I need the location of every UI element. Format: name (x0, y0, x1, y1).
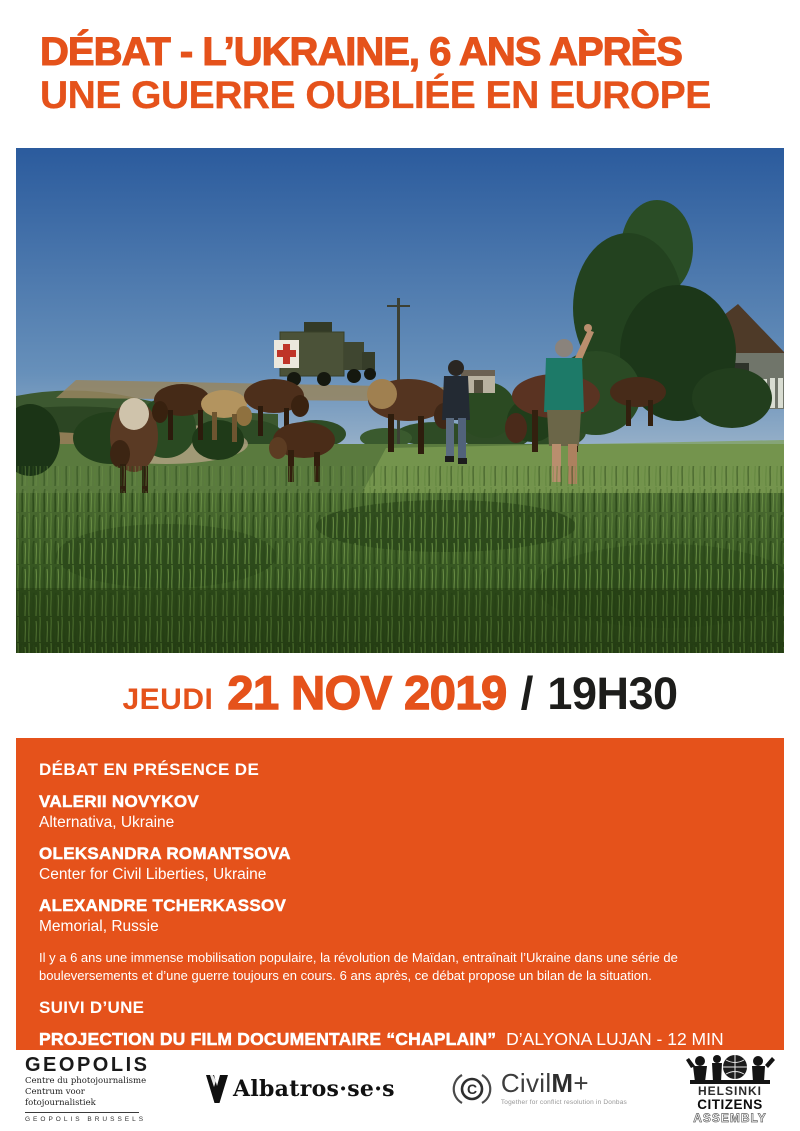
speaker-affiliation: Memorial, Russie (39, 918, 159, 935)
civilm-word-plus: + (573, 1068, 589, 1098)
event-datetime (0, 653, 800, 738)
civilm-letter: C (466, 1080, 477, 1097)
geopolis-subtitle-nl: Centrum voor fotojournalistiek (25, 1086, 96, 1108)
albatros-bird-icon (204, 1073, 230, 1105)
albatrosses-wordmark: Albatros·se·s (232, 1075, 395, 1102)
event-description: Il y a 6 ans une immense mobilisation populaire, la révolution de Maïdan, entraînait l’Ukraine dans une série de bouleversements et d’une guerre toujours en cours. 6 ans après, ce débat propose un bilan de la situation. (39, 950, 678, 983)
geopolis-divider (25, 1112, 139, 1113)
civilm-roundel-icon (452, 1070, 492, 1108)
event-details-panel (16, 738, 784, 1050)
foreground-weeds (16, 466, 784, 653)
civilm-logo (452, 1070, 627, 1108)
screening-line (39, 1029, 760, 1050)
speaker-item (39, 896, 760, 936)
geopolis-subtitle-fr: Centre du photojournalisme (25, 1075, 147, 1086)
geopolis-brussels-label: GEOPOLIS BRUSSELS (25, 1115, 147, 1123)
helsinki-citizens-assembly-logo (684, 1052, 776, 1126)
helsinki-figures-icon (684, 1052, 776, 1126)
speakers-heading: DÉBAT EN PRÉSENCE DE (39, 760, 260, 779)
followup-heading: SUIVI D’UNE (39, 998, 145, 1017)
speaker-affiliation: Center for Civil Liberties, Ukraine (39, 866, 267, 883)
speaker-name: ALEXANDRE TCHERKASSOV (39, 896, 287, 915)
page-title-line-1: DÉBAT - L’UKRAINE, 6 ANS APRÈS (40, 30, 682, 74)
helsinki-line3: ASSEMBLY (693, 1110, 767, 1125)
red-cross-icon (274, 340, 299, 368)
speaker-name: OLEKSANDRA ROMANTSOVA (39, 844, 291, 863)
civilm-word-bold: M (551, 1068, 574, 1098)
helsinki-line2: CITIZENS (697, 1096, 763, 1112)
poster-header (0, 0, 800, 148)
civilm-tagline: Together for conflict resolution in Donbas (500, 1099, 627, 1106)
geopolis-wordmark: GEOPOLIS (25, 1053, 150, 1076)
event-date: 21 NOV 2019 (227, 666, 507, 719)
civilm-text-block (501, 1070, 627, 1107)
screening-title: PROJECTION DU FILM DOCUMENTAIRE “CHAPLAIN” (39, 1029, 497, 1049)
date-time-separator: / (520, 667, 534, 719)
helsinki-line1: HELSINKI (697, 1083, 762, 1098)
albatrosses-logo (204, 1073, 395, 1105)
speaker-name: VALERII NOVYKOV (39, 792, 200, 811)
civilm-word-regular: Civil (500, 1068, 552, 1098)
speaker-item (39, 844, 760, 884)
screening-credits: D’ALYONA LUJAN - 12 MIN (506, 1029, 724, 1049)
page-title-line-2: UNE GUERRE OUBLIÉE EN EUROPE (40, 74, 711, 117)
event-photo (16, 148, 784, 653)
civilm-wordmark (501, 1070, 627, 1097)
speaker-affiliation: Alternativa, Ukraine (39, 814, 175, 831)
event-time: 19H30 (547, 668, 678, 719)
speaker-item (39, 792, 760, 832)
geopolis-logo (25, 1053, 150, 1124)
partner-logos (0, 1050, 800, 1131)
event-day: JEUDI (122, 683, 214, 716)
